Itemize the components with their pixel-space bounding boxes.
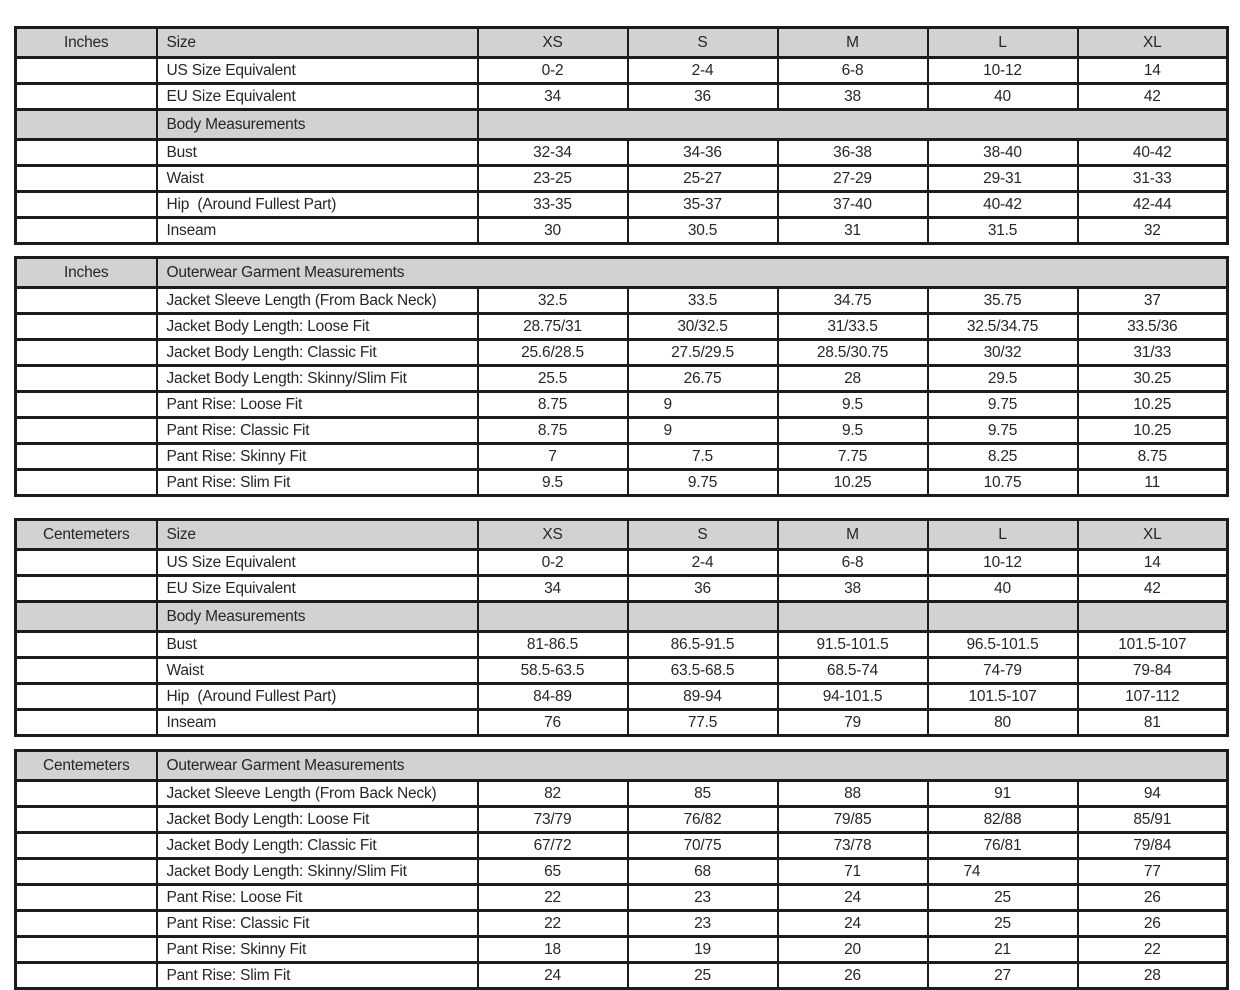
section-title-cell: Size bbox=[157, 520, 478, 550]
unit-spacer-cell bbox=[16, 911, 157, 937]
value-cell: 67/72 bbox=[478, 833, 628, 859]
value-cell: 22 bbox=[1078, 937, 1228, 963]
size-header-cell: S bbox=[628, 520, 778, 550]
value-cell: 40 bbox=[928, 576, 1078, 602]
value-cell: 23 bbox=[628, 885, 778, 911]
row-label-cell: Jacket Body Length: Classic Fit bbox=[157, 833, 478, 859]
value-cell: 79 bbox=[778, 710, 928, 736]
value-cell: 0-2 bbox=[478, 550, 628, 576]
value-cell: 22 bbox=[478, 911, 628, 937]
value-cell: 8.75 bbox=[478, 418, 628, 444]
table-row bbox=[16, 937, 1228, 963]
value-cell: 107-112 bbox=[1078, 684, 1228, 710]
unit-spacer-cell bbox=[16, 470, 157, 496]
row-label-cell: Jacket Sleeve Length (From Back Neck) bbox=[157, 781, 478, 807]
value-cell: 25.6/28.5 bbox=[478, 340, 628, 366]
section-title-cell: Outerwear Garment Measurements bbox=[157, 258, 1228, 288]
value-cell: 71 bbox=[778, 859, 928, 885]
value-cell: 7.75 bbox=[778, 444, 928, 470]
table-row bbox=[16, 684, 1228, 710]
size-header-cell: L bbox=[928, 28, 1078, 58]
table-row bbox=[16, 392, 1228, 418]
value-cell: 31-33 bbox=[1078, 166, 1228, 192]
subheader-row bbox=[16, 602, 1228, 632]
row-label-cell: EU Size Equivalent bbox=[157, 84, 478, 110]
table-row bbox=[16, 218, 1228, 244]
value-cell: 82/88 bbox=[928, 807, 1078, 833]
subheader-filler-cell bbox=[478, 110, 1228, 140]
value-cell: 2-4 bbox=[628, 58, 778, 84]
value-cell: 73/79 bbox=[478, 807, 628, 833]
value-cell: 86.5-91.5 bbox=[628, 632, 778, 658]
value-cell: 10.25 bbox=[1078, 418, 1228, 444]
unit-spacer-cell bbox=[16, 366, 157, 392]
value-cell: 73/78 bbox=[778, 833, 928, 859]
value-cell: 25 bbox=[928, 885, 1078, 911]
value-cell: 34.75 bbox=[778, 288, 928, 314]
value-cell: 25-27 bbox=[628, 166, 778, 192]
value-cell: 77.5 bbox=[628, 710, 778, 736]
value-cell: 29-31 bbox=[928, 166, 1078, 192]
row-label-cell: Jacket Sleeve Length (From Back Neck) bbox=[157, 288, 478, 314]
value-cell: 28.75/31 bbox=[478, 314, 628, 340]
value-cell: 28.5/30.75 bbox=[778, 340, 928, 366]
value-cell: 35-37 bbox=[628, 192, 778, 218]
unit-spacer-cell bbox=[16, 576, 157, 602]
row-label-cell: US Size Equivalent bbox=[157, 58, 478, 84]
table-row bbox=[16, 340, 1228, 366]
table-row bbox=[16, 470, 1228, 496]
value-cell: 14 bbox=[1078, 58, 1228, 84]
row-label-cell: Jacket Body Length: Loose Fit bbox=[157, 314, 478, 340]
value-cell: 25.5 bbox=[478, 366, 628, 392]
unit-spacer-cell bbox=[16, 684, 157, 710]
value-cell: 79-84 bbox=[1078, 658, 1228, 684]
unit-spacer-cell bbox=[16, 58, 157, 84]
value-cell: 94-101.5 bbox=[778, 684, 928, 710]
value-cell: 96.5-101.5 bbox=[928, 632, 1078, 658]
section-title-cell: Size bbox=[157, 28, 478, 58]
table-row bbox=[16, 166, 1228, 192]
section-table-inches-size bbox=[14, 26, 1229, 245]
unit-spacer-cell bbox=[16, 781, 157, 807]
table-row bbox=[16, 192, 1228, 218]
value-cell: 85 bbox=[628, 781, 778, 807]
table-row bbox=[16, 140, 1228, 166]
row-label-cell: Pant Rise: Slim Fit bbox=[157, 470, 478, 496]
value-cell: 84-89 bbox=[478, 684, 628, 710]
value-cell: 58.5-63.5 bbox=[478, 658, 628, 684]
subheader-filler-cell bbox=[778, 602, 928, 632]
value-cell: 2-4 bbox=[628, 550, 778, 576]
value-cell: 20 bbox=[778, 937, 928, 963]
value-cell: 34 bbox=[478, 576, 628, 602]
table-row bbox=[16, 658, 1228, 684]
value-cell: 101.5-107 bbox=[928, 684, 1078, 710]
value-cell: 7.5 bbox=[628, 444, 778, 470]
subheader-filler-cell bbox=[928, 602, 1078, 632]
value-cell: 34-36 bbox=[628, 140, 778, 166]
unit-spacer-cell bbox=[16, 192, 157, 218]
value-cell: 42 bbox=[1078, 576, 1228, 602]
value-cell: 8.75 bbox=[478, 392, 628, 418]
row-label-cell: US Size Equivalent bbox=[157, 550, 478, 576]
unit-spacer-cell bbox=[16, 937, 157, 963]
subheader-filler-cell bbox=[1078, 602, 1228, 632]
table-row bbox=[16, 632, 1228, 658]
value-cell: 33.5 bbox=[628, 288, 778, 314]
value-cell: 85/91 bbox=[1078, 807, 1228, 833]
value-cell: 24 bbox=[478, 963, 628, 989]
value-cell: 28 bbox=[778, 366, 928, 392]
value-cell: 82 bbox=[478, 781, 628, 807]
unit-spacer-cell bbox=[16, 658, 157, 684]
row-label-cell: Pant Rise: Slim Fit bbox=[157, 963, 478, 989]
value-cell: 23 bbox=[628, 911, 778, 937]
row-label-cell: Waist bbox=[157, 166, 478, 192]
row-label-cell: Jacket Body Length: Skinny/Slim Fit bbox=[157, 366, 478, 392]
unit-spacer-cell bbox=[16, 110, 157, 140]
value-cell: 40-42 bbox=[928, 192, 1078, 218]
section-table-cm-size bbox=[14, 518, 1229, 737]
value-cell: 9.75 bbox=[928, 418, 1078, 444]
value-cell: 26 bbox=[778, 963, 928, 989]
unit-spacer-cell bbox=[16, 885, 157, 911]
value-cell: 91 bbox=[928, 781, 1078, 807]
value-cell: 8.75 bbox=[1078, 444, 1228, 470]
table-row bbox=[16, 550, 1228, 576]
value-cell: 7 bbox=[478, 444, 628, 470]
size-header-cell: L bbox=[928, 520, 1078, 550]
value-cell: 23-25 bbox=[478, 166, 628, 192]
value-cell: 32-34 bbox=[478, 140, 628, 166]
section-table-inches-outerwear bbox=[14, 256, 1229, 497]
subheader-filler-cell bbox=[478, 602, 628, 632]
value-cell: 36-38 bbox=[778, 140, 928, 166]
row-label-cell: Pant Rise: Loose Fit bbox=[157, 392, 478, 418]
value-cell: 30 bbox=[478, 218, 628, 244]
value-cell: 74-79 bbox=[928, 658, 1078, 684]
value-cell: 19 bbox=[628, 937, 778, 963]
value-cell: 89-94 bbox=[628, 684, 778, 710]
value-cell: 9 bbox=[628, 418, 778, 444]
row-label-cell: Jacket Body Length: Skinny/Slim Fit bbox=[157, 859, 478, 885]
unit-cell: Inches bbox=[16, 258, 157, 288]
value-cell: 63.5-68.5 bbox=[628, 658, 778, 684]
value-cell: 38-40 bbox=[928, 140, 1078, 166]
table-row bbox=[16, 963, 1228, 989]
value-cell: 33.5/36 bbox=[1078, 314, 1228, 340]
table-row bbox=[16, 444, 1228, 470]
row-label-cell: Pant Rise: Classic Fit bbox=[157, 418, 478, 444]
subheader-label-cell: Body Measurements bbox=[157, 602, 478, 632]
value-cell: 68.5-74 bbox=[778, 658, 928, 684]
value-cell: 26 bbox=[1078, 911, 1228, 937]
subheader-filler-cell bbox=[628, 602, 778, 632]
table-row bbox=[16, 710, 1228, 736]
value-cell: 30/32.5 bbox=[628, 314, 778, 340]
row-label-cell: Pant Rise: Skinny Fit bbox=[157, 937, 478, 963]
row-label-cell: Pant Rise: Classic Fit bbox=[157, 911, 478, 937]
value-cell: 65 bbox=[478, 859, 628, 885]
row-label-cell: Bust bbox=[157, 140, 478, 166]
value-cell: 74 bbox=[928, 859, 1078, 885]
row-label-cell: Pant Rise: Loose Fit bbox=[157, 885, 478, 911]
value-cell: 101.5-107 bbox=[1078, 632, 1228, 658]
value-cell: 26.75 bbox=[628, 366, 778, 392]
unit-cell: Inches bbox=[16, 28, 157, 58]
unit-spacer-cell bbox=[16, 963, 157, 989]
table-row bbox=[16, 314, 1228, 340]
value-cell: 18 bbox=[478, 937, 628, 963]
table-row bbox=[16, 807, 1228, 833]
value-cell: 11 bbox=[1078, 470, 1228, 496]
value-cell: 94 bbox=[1078, 781, 1228, 807]
value-cell: 91.5-101.5 bbox=[778, 632, 928, 658]
value-cell: 32.5/34.75 bbox=[928, 314, 1078, 340]
value-cell: 31/33.5 bbox=[778, 314, 928, 340]
unit-spacer-cell bbox=[16, 392, 157, 418]
value-cell: 76 bbox=[478, 710, 628, 736]
unit-spacer-cell bbox=[16, 314, 157, 340]
value-cell: 32 bbox=[1078, 218, 1228, 244]
section-title-cell: Outerwear Garment Measurements bbox=[157, 751, 1228, 781]
value-cell: 10-12 bbox=[928, 58, 1078, 84]
value-cell: 33-35 bbox=[478, 192, 628, 218]
value-cell: 30/32 bbox=[928, 340, 1078, 366]
value-cell: 27.5/29.5 bbox=[628, 340, 778, 366]
value-cell: 10.25 bbox=[1078, 392, 1228, 418]
unit-spacer-cell bbox=[16, 807, 157, 833]
value-cell: 42-44 bbox=[1078, 192, 1228, 218]
section-header-row bbox=[16, 520, 1228, 550]
section-header-row bbox=[16, 28, 1228, 58]
value-cell: 6-8 bbox=[778, 550, 928, 576]
section-table-cm-outerwear bbox=[14, 749, 1229, 990]
value-cell: 81 bbox=[1078, 710, 1228, 736]
table-row bbox=[16, 833, 1228, 859]
table-row bbox=[16, 859, 1228, 885]
table-row bbox=[16, 576, 1228, 602]
value-cell: 0-2 bbox=[478, 58, 628, 84]
value-cell: 22 bbox=[478, 885, 628, 911]
table-row bbox=[16, 58, 1228, 84]
value-cell: 36 bbox=[628, 576, 778, 602]
unit-spacer-cell bbox=[16, 859, 157, 885]
row-label-cell: Hip (Around Fullest Part) bbox=[157, 684, 478, 710]
value-cell: 9.5 bbox=[478, 470, 628, 496]
size-header-cell: M bbox=[778, 28, 928, 58]
value-cell: 79/84 bbox=[1078, 833, 1228, 859]
value-cell: 31/33 bbox=[1078, 340, 1228, 366]
row-label-cell: Jacket Body Length: Loose Fit bbox=[157, 807, 478, 833]
size-header-cell: XS bbox=[478, 520, 628, 550]
value-cell: 28 bbox=[1078, 963, 1228, 989]
row-label-cell: Jacket Body Length: Classic Fit bbox=[157, 340, 478, 366]
value-cell: 81-86.5 bbox=[478, 632, 628, 658]
value-cell: 29.5 bbox=[928, 366, 1078, 392]
value-cell: 32.5 bbox=[478, 288, 628, 314]
value-cell: 42 bbox=[1078, 84, 1228, 110]
value-cell: 30.25 bbox=[1078, 366, 1228, 392]
value-cell: 9.75 bbox=[928, 392, 1078, 418]
size-header-cell: XL bbox=[1078, 28, 1228, 58]
size-header-cell: M bbox=[778, 520, 928, 550]
value-cell: 88 bbox=[778, 781, 928, 807]
value-cell: 37-40 bbox=[778, 192, 928, 218]
section-header-row bbox=[16, 751, 1228, 781]
table-row bbox=[16, 84, 1228, 110]
table-row bbox=[16, 781, 1228, 807]
table-row bbox=[16, 885, 1228, 911]
unit-spacer-cell bbox=[16, 602, 157, 632]
value-cell: 26 bbox=[1078, 885, 1228, 911]
value-cell: 14 bbox=[1078, 550, 1228, 576]
unit-cell: Centemeters bbox=[16, 751, 157, 781]
row-label-cell: Bust bbox=[157, 632, 478, 658]
value-cell: 76/81 bbox=[928, 833, 1078, 859]
unit-spacer-cell bbox=[16, 340, 157, 366]
unit-spacer-cell bbox=[16, 418, 157, 444]
value-cell: 10.75 bbox=[928, 470, 1078, 496]
unit-spacer-cell bbox=[16, 140, 157, 166]
value-cell: 27-29 bbox=[778, 166, 928, 192]
value-cell: 38 bbox=[778, 576, 928, 602]
value-cell: 68 bbox=[628, 859, 778, 885]
row-label-cell: Hip (Around Fullest Part) bbox=[157, 192, 478, 218]
unit-spacer-cell bbox=[16, 218, 157, 244]
unit-spacer-cell bbox=[16, 166, 157, 192]
row-label-cell: Pant Rise: Skinny Fit bbox=[157, 444, 478, 470]
unit-spacer-cell bbox=[16, 833, 157, 859]
row-label-cell: EU Size Equivalent bbox=[157, 576, 478, 602]
value-cell: 30.5 bbox=[628, 218, 778, 244]
section-header-row bbox=[16, 258, 1228, 288]
value-cell: 35.75 bbox=[928, 288, 1078, 314]
value-cell: 37 bbox=[1078, 288, 1228, 314]
unit-spacer-cell bbox=[16, 444, 157, 470]
subheader-row bbox=[16, 110, 1228, 140]
value-cell: 6-8 bbox=[778, 58, 928, 84]
table-row bbox=[16, 911, 1228, 937]
size-header-cell: S bbox=[628, 28, 778, 58]
unit-cell: Centemeters bbox=[16, 520, 157, 550]
table-row bbox=[16, 288, 1228, 314]
value-cell: 27 bbox=[928, 963, 1078, 989]
value-cell: 10-12 bbox=[928, 550, 1078, 576]
value-cell: 9.75 bbox=[628, 470, 778, 496]
value-cell: 38 bbox=[778, 84, 928, 110]
value-cell: 70/75 bbox=[628, 833, 778, 859]
row-label-cell: Waist bbox=[157, 658, 478, 684]
unit-spacer-cell bbox=[16, 632, 157, 658]
value-cell: 80 bbox=[928, 710, 1078, 736]
unit-spacer-cell bbox=[16, 710, 157, 736]
value-cell: 31.5 bbox=[928, 218, 1078, 244]
unit-spacer-cell bbox=[16, 550, 157, 576]
value-cell: 25 bbox=[628, 963, 778, 989]
value-cell: 40-42 bbox=[1078, 140, 1228, 166]
value-cell: 31 bbox=[778, 218, 928, 244]
value-cell: 9 bbox=[628, 392, 778, 418]
row-label-cell: Inseam bbox=[157, 218, 478, 244]
value-cell: 40 bbox=[928, 84, 1078, 110]
value-cell: 79/85 bbox=[778, 807, 928, 833]
value-cell: 21 bbox=[928, 937, 1078, 963]
value-cell: 8.25 bbox=[928, 444, 1078, 470]
row-label-cell: Inseam bbox=[157, 710, 478, 736]
value-cell: 76/82 bbox=[628, 807, 778, 833]
value-cell: 10.25 bbox=[778, 470, 928, 496]
value-cell: 34 bbox=[478, 84, 628, 110]
table-row bbox=[16, 366, 1228, 392]
value-cell: 77 bbox=[1078, 859, 1228, 885]
value-cell: 9.5 bbox=[778, 392, 928, 418]
value-cell: 25 bbox=[928, 911, 1078, 937]
value-cell: 24 bbox=[778, 911, 928, 937]
subheader-label-cell: Body Measurements bbox=[157, 110, 478, 140]
value-cell: 36 bbox=[628, 84, 778, 110]
unit-spacer-cell bbox=[16, 288, 157, 314]
size-header-cell: XS bbox=[478, 28, 628, 58]
size-header-cell: XL bbox=[1078, 520, 1228, 550]
value-cell: 24 bbox=[778, 885, 928, 911]
value-cell: 9.5 bbox=[778, 418, 928, 444]
table-row bbox=[16, 418, 1228, 444]
unit-spacer-cell bbox=[16, 84, 157, 110]
